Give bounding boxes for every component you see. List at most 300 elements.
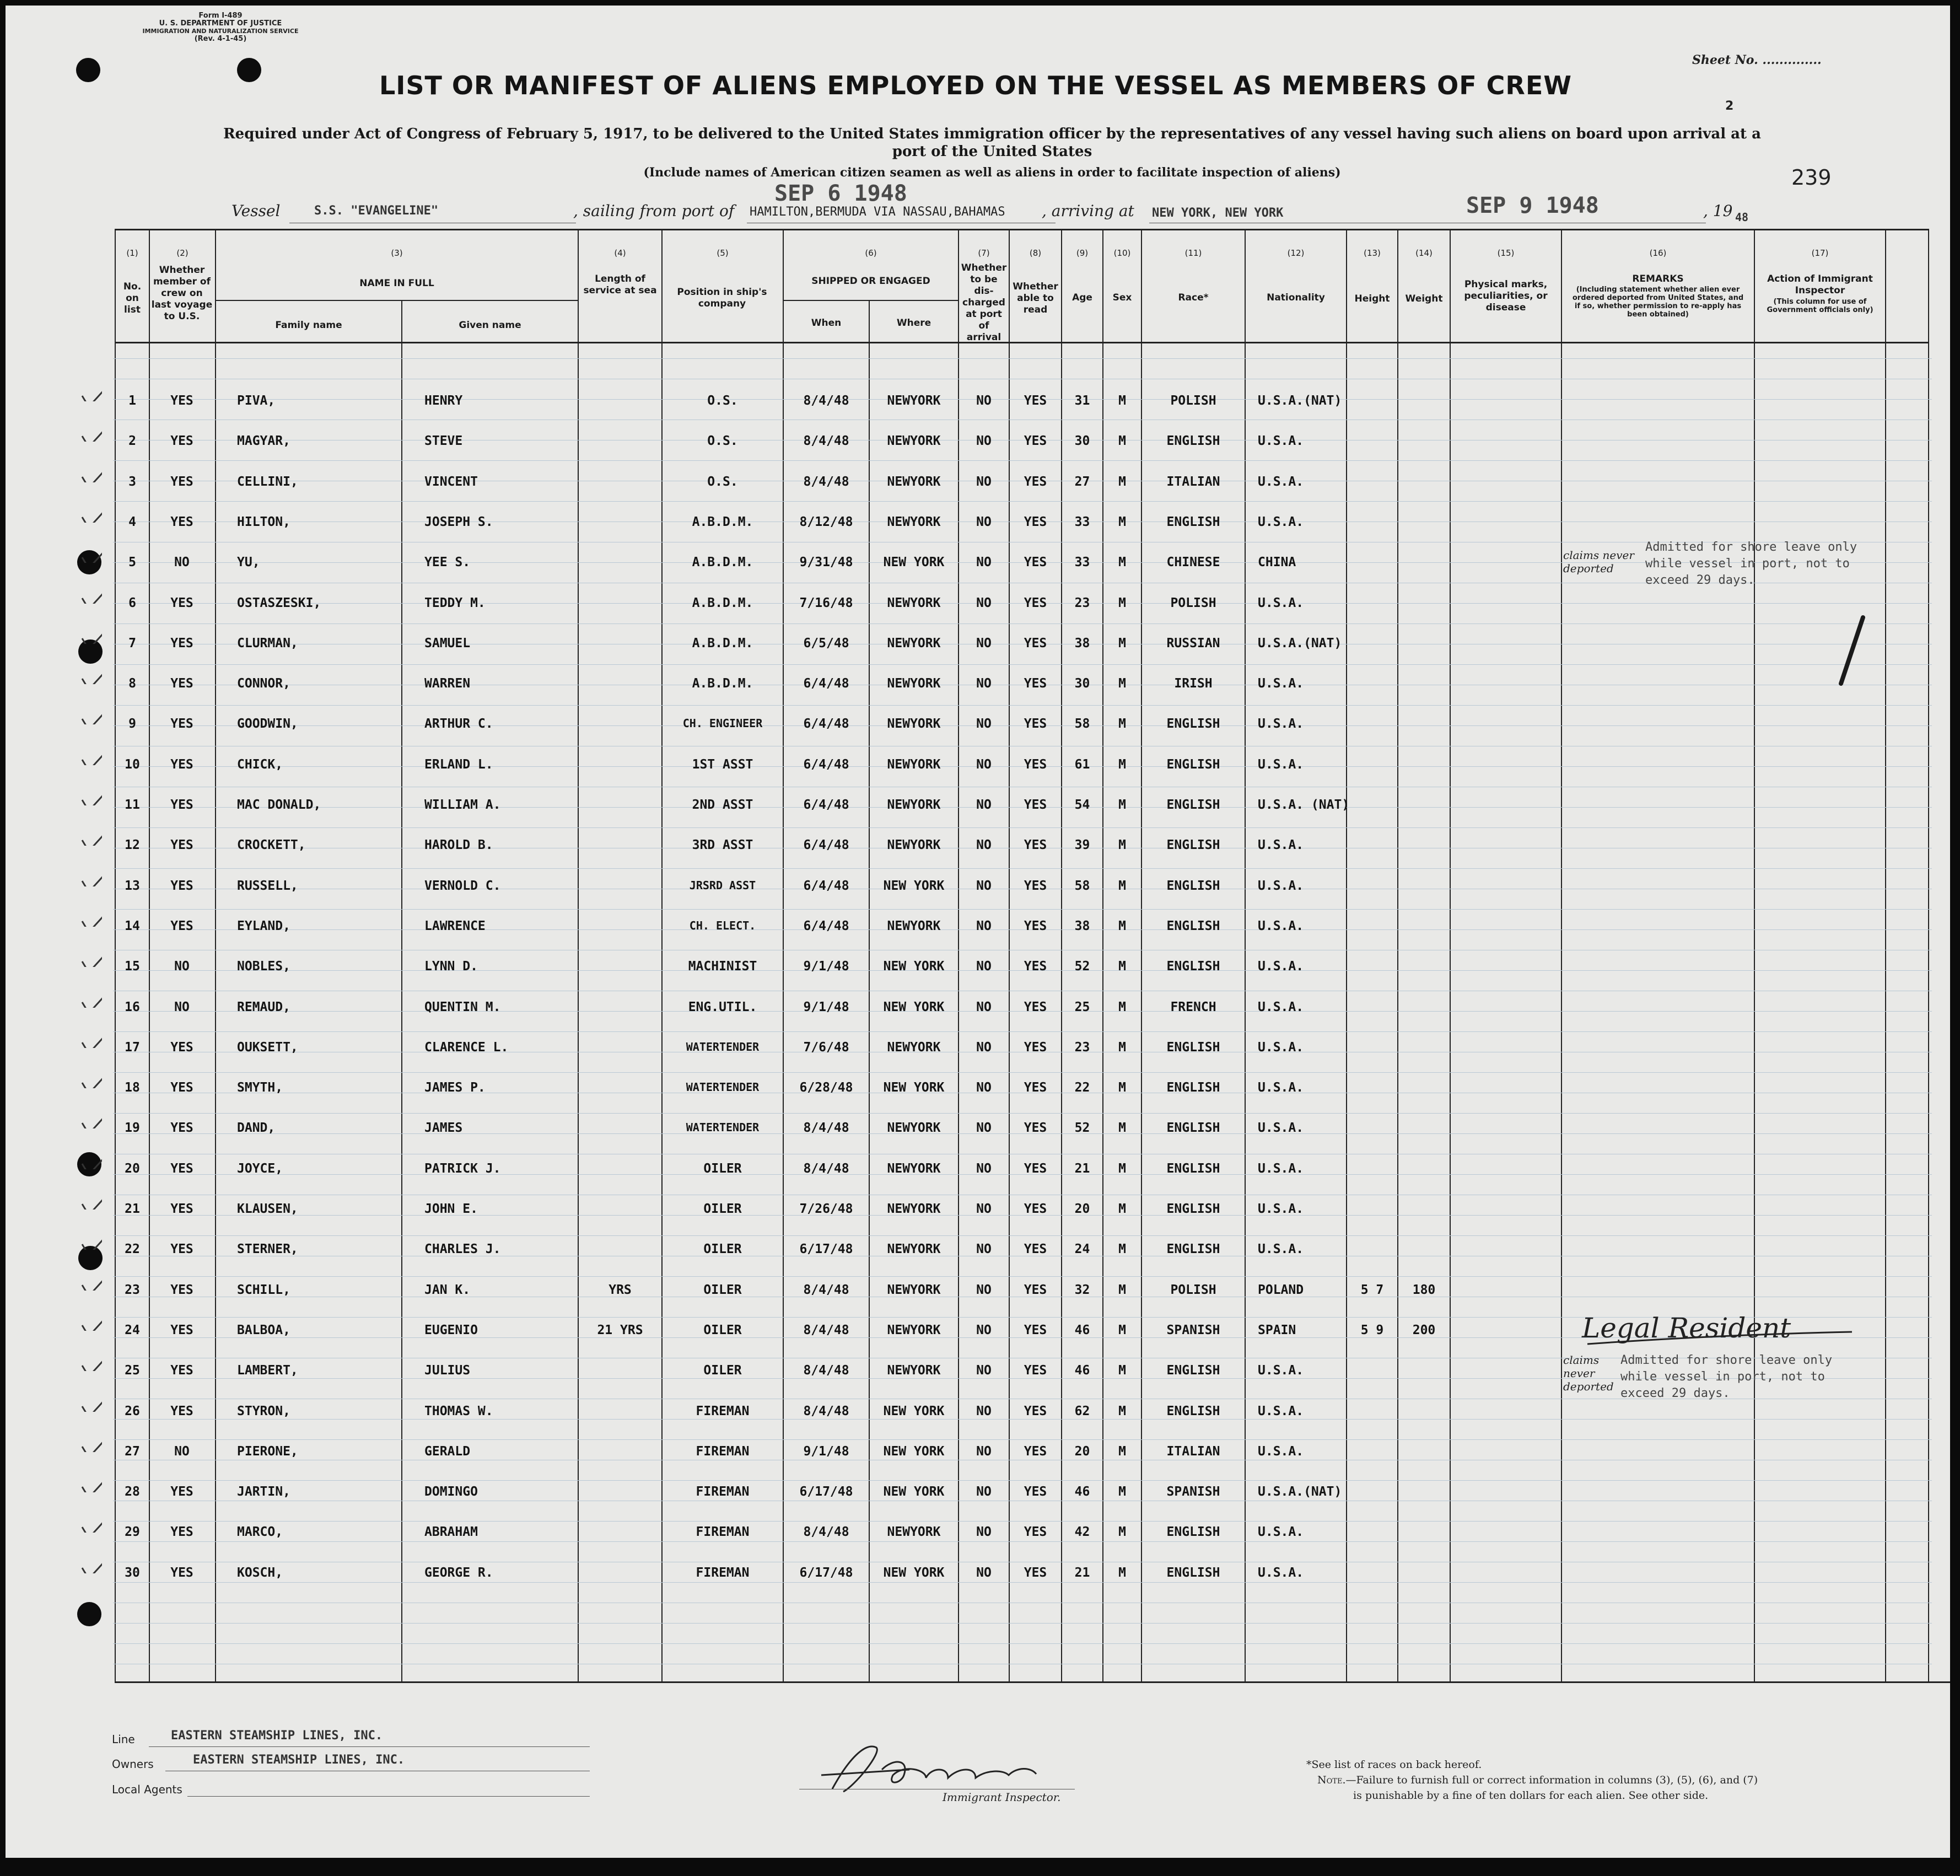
row-age: 23	[1074, 596, 1090, 610]
vessel-name: S.S. "EVANGELINE"	[314, 204, 439, 218]
row-where: NEW YORK	[883, 1081, 945, 1095]
check-mark-icon	[80, 1470, 102, 1492]
row-able-read: YES	[1024, 1202, 1047, 1216]
sheet-number-label: Sheet No. ..............	[1692, 53, 1822, 67]
row-discharged: NO	[976, 394, 992, 408]
row-sex: M	[1118, 394, 1126, 408]
col-num: (11)	[1184, 248, 1202, 258]
header-given-name: Given name	[459, 320, 521, 331]
row-able-read: YES	[1024, 1323, 1047, 1337]
ledger-rule	[113, 358, 1932, 359]
row-when: 6/4/48	[803, 919, 849, 933]
footer-line-label: Line	[112, 1733, 135, 1746]
row-where: NEW YORK	[883, 555, 945, 569]
row-age: 24	[1074, 1242, 1090, 1256]
row-discharged: NO	[976, 1444, 992, 1459]
row-where: NEW YORK	[883, 1444, 945, 1459]
row-age: 22	[1074, 1081, 1090, 1095]
row-number: 7	[128, 636, 136, 651]
ledger-rule	[113, 1521, 1932, 1522]
header-able-read: Whether able to read	[1013, 281, 1058, 315]
check-mark-icon	[80, 1309, 102, 1331]
row-number: 18	[125, 1081, 140, 1095]
check-mark-icon	[80, 824, 102, 846]
header-name-in-full: NAME IN FULL	[359, 278, 434, 289]
form-revision: (Rev. 4-1-45)	[194, 35, 247, 43]
row-nationality: U.S.A.	[1258, 1162, 1304, 1176]
row-discharged: NO	[976, 717, 992, 731]
ledger-rule	[113, 909, 1932, 910]
row-age: 52	[1074, 1121, 1090, 1135]
header-family-name: Family name	[275, 320, 342, 331]
row-number: 29	[125, 1525, 140, 1539]
row-prev-voyage: YES	[170, 1283, 193, 1297]
row-when: 6/17/48	[799, 1485, 853, 1499]
row-able-read: YES	[1024, 1485, 1047, 1499]
row-sex: M	[1118, 1040, 1126, 1055]
row-nationality: U.S.A.(NAT)	[1258, 1485, 1342, 1499]
row-nationality: U.S.A.	[1258, 1242, 1304, 1256]
row-nationality: U.S.A.	[1258, 1040, 1304, 1055]
row-nationality: U.S.A.	[1258, 475, 1304, 489]
row-discharged: NO	[976, 676, 992, 691]
row-number: 22	[125, 1242, 140, 1256]
ledger-rule	[113, 1541, 1932, 1542]
sailing-port: HAMILTON,BERMUDA VIA NASSAU,BAHAMAS	[750, 205, 1005, 219]
row-family-name: JARTIN,	[237, 1485, 290, 1499]
row-age: 52	[1074, 959, 1090, 974]
row-age: 21	[1074, 1162, 1090, 1176]
row-when: 8/4/48	[803, 475, 849, 489]
row-able-read: YES	[1024, 959, 1047, 974]
row-discharged: NO	[976, 838, 992, 852]
row-where: NEWYORK	[887, 475, 941, 489]
row-prev-voyage: YES	[170, 1363, 193, 1378]
row-given-name: HAROLD B.	[424, 838, 493, 852]
row-given-name: QUENTIN M.	[424, 1000, 501, 1014]
row-position: CH. ELECT.	[689, 919, 756, 932]
row-family-name: EYLAND,	[237, 919, 290, 933]
row-family-name: CROCKETT,	[237, 838, 306, 852]
row-where: NEWYORK	[887, 717, 941, 731]
row-able-read: YES	[1024, 596, 1047, 610]
row-sex: M	[1118, 636, 1126, 651]
row-position: FIREMAN	[696, 1566, 750, 1580]
row-prev-voyage: YES	[170, 879, 193, 893]
row-discharged: NO	[976, 1525, 992, 1539]
sailing-date-stamp: SEP 6 1948	[774, 181, 907, 206]
check-mark-icon	[80, 1187, 102, 1210]
legal-resident-note: Legal Resident	[1582, 1312, 1791, 1344]
row-family-name: YU,	[237, 555, 260, 569]
row-able-read: YES	[1024, 1242, 1047, 1256]
row-given-name: ARTHUR C.	[424, 717, 493, 731]
row-nationality: U.S.A.	[1258, 1525, 1304, 1539]
row-where: NEWYORK	[887, 1323, 941, 1337]
row-prev-voyage: YES	[170, 1162, 193, 1176]
row-able-read: YES	[1024, 475, 1047, 489]
row-given-name: CLARENCE L.	[424, 1040, 509, 1055]
row-when: 6/28/48	[799, 1081, 853, 1095]
check-mark-icon	[80, 986, 102, 1008]
row-race: ENGLISH	[1166, 434, 1220, 448]
row-where: NEW YORK	[883, 1566, 945, 1580]
row-race: IRISH	[1174, 676, 1213, 691]
check-mark-icon	[80, 905, 102, 927]
row-able-read: YES	[1024, 879, 1047, 893]
ledger-rule	[113, 1235, 1932, 1236]
row-prev-voyage: YES	[170, 757, 193, 772]
row-age: 27	[1074, 475, 1090, 489]
row-able-read: YES	[1024, 434, 1047, 448]
row-race: FRENCH	[1170, 1000, 1216, 1014]
row-discharged: NO	[976, 1566, 992, 1580]
row-given-name: THOMAS W.	[424, 1404, 493, 1418]
inspector-slash-mark	[1835, 615, 1869, 686]
row-age: 20	[1074, 1202, 1090, 1216]
row-age: 54	[1074, 798, 1090, 812]
penalty-note-line1	[1317, 1774, 1758, 1786]
row-race: CHINESE	[1166, 555, 1220, 569]
row-prev-voyage: YES	[170, 596, 193, 610]
row-nationality: U.S.A.	[1258, 717, 1304, 731]
row-age: 58	[1074, 717, 1090, 731]
row-when: 7/16/48	[799, 596, 853, 610]
row-given-name: LAWRENCE	[424, 919, 486, 933]
row-given-name: WILLIAM A.	[424, 798, 501, 812]
row-prev-voyage: YES	[170, 1566, 193, 1580]
header-discharged: Whether to be dis-charged at port of arrival	[961, 262, 1007, 343]
header-height: Height	[1354, 293, 1390, 304]
row-when: 8/4/48	[803, 434, 849, 448]
row-family-name: STERNER,	[237, 1242, 298, 1256]
row-where: NEWYORK	[887, 515, 941, 529]
row-age: 42	[1074, 1525, 1090, 1539]
row-position: 1ST ASST	[692, 757, 753, 772]
ledger-rule	[113, 1439, 1932, 1440]
row-prev-voyage: YES	[170, 1525, 193, 1539]
row-nationality: U.S.A.	[1258, 757, 1304, 772]
row-given-name: CHARLES J.	[424, 1242, 501, 1256]
row-able-read: YES	[1024, 1283, 1047, 1297]
row-where: NEWYORK	[887, 838, 941, 852]
col-num: (2)	[176, 248, 189, 258]
row-where: NEWYORK	[887, 919, 941, 933]
row-family-name: PIVA,	[237, 394, 276, 408]
row-discharged: NO	[976, 1000, 992, 1014]
row-race: ENGLISH	[1166, 1363, 1220, 1378]
row-given-name: JAN K.	[424, 1283, 471, 1297]
row-position: OILER	[703, 1242, 742, 1256]
row-where: NEWYORK	[887, 596, 941, 610]
row-race: ENGLISH	[1166, 1202, 1220, 1216]
vessel-label: Vessel	[231, 202, 281, 220]
form-subtitle-line1: Required under Act of Congress of February 5, 1917, to be delivered to the United States immigration officer by the representatives of any vessel having such aliens on board upon arrival at a	[223, 126, 1761, 142]
row-number: 10	[125, 757, 140, 772]
form-number: Form I-489	[198, 12, 243, 20]
row-prev-voyage: YES	[170, 475, 193, 489]
row-sex: M	[1118, 838, 1126, 852]
row-family-name: PIERONE,	[237, 1444, 298, 1459]
row-age: 31	[1074, 394, 1090, 408]
row-number: 27	[125, 1444, 140, 1459]
row-when: 8/4/48	[803, 394, 849, 408]
check-mark-icon	[80, 420, 102, 442]
row-when: 8/4/48	[803, 1162, 849, 1176]
note-label: Note.	[1317, 1774, 1346, 1786]
row-family-name: OUKSETT,	[237, 1040, 298, 1055]
row-able-read: YES	[1024, 515, 1047, 529]
row-age: 46	[1074, 1323, 1090, 1337]
row-number: 15	[125, 959, 140, 974]
row-discharged: NO	[976, 1283, 992, 1297]
row-discharged: NO	[976, 596, 992, 610]
row-family-name: KLAUSEN,	[237, 1202, 298, 1216]
row-discharged: NO	[976, 1363, 992, 1378]
row-number: 25	[125, 1363, 140, 1378]
row-family-name: NOBLES,	[237, 959, 290, 974]
row-where: NEWYORK	[887, 1040, 941, 1055]
row-race: ITALIAN	[1166, 1444, 1220, 1459]
row-sex: M	[1118, 879, 1126, 893]
row-where: NEWYORK	[887, 1242, 941, 1256]
row-able-read: YES	[1024, 1566, 1047, 1580]
col-num: (10)	[1113, 248, 1131, 258]
row-discharged: NO	[976, 1404, 992, 1418]
ledger-rule	[113, 705, 1932, 706]
row-where: NEWYORK	[887, 394, 941, 408]
row-when: 8/4/48	[803, 1323, 849, 1337]
service-name: IMMIGRATION AND NATURALIZATION SERVICE	[142, 28, 299, 35]
row-age: 58	[1074, 879, 1090, 893]
col-num: (9)	[1076, 248, 1089, 258]
row-nationality: U.S.A.	[1258, 1566, 1304, 1580]
row-where: NEW YORK	[883, 1404, 945, 1418]
row-number: 13	[125, 879, 140, 893]
ledger-rule	[113, 1419, 1932, 1420]
row-where: NEWYORK	[887, 676, 941, 691]
row-position: 2ND ASST	[692, 798, 753, 812]
row-race: ENGLISH	[1166, 959, 1220, 974]
check-mark-icon	[80, 1066, 102, 1088]
ledger-rule	[113, 623, 1932, 624]
header-where: Where	[896, 318, 931, 329]
row-prev-voyage: NO	[174, 555, 190, 569]
row-race: ENGLISH	[1166, 717, 1220, 731]
row-where: NEWYORK	[887, 757, 941, 772]
row-given-name: WARREN	[424, 676, 471, 691]
col-num: (14)	[1415, 248, 1433, 258]
row-position: MACHINIST	[688, 959, 757, 974]
row-given-name: HENRY	[424, 394, 463, 408]
row-given-name: EUGENIO	[424, 1323, 478, 1337]
row-age: 39	[1074, 838, 1090, 852]
row-nationality: U.S.A.	[1258, 596, 1304, 610]
department-name: U. S. DEPARTMENT OF JUSTICE	[159, 19, 282, 28]
row-prev-voyage: YES	[170, 919, 193, 933]
row-race: POLISH	[1170, 1283, 1216, 1297]
row-family-name: MAC DONALD,	[237, 798, 321, 812]
col-num: (12)	[1287, 248, 1305, 258]
check-mark-icon	[80, 702, 102, 724]
row-sex: M	[1118, 676, 1126, 691]
row-sex: M	[1118, 475, 1126, 489]
row-weight: 200	[1412, 1323, 1436, 1337]
row-position: OILER	[703, 1363, 742, 1378]
row-number: 17	[125, 1040, 140, 1055]
row-discharged: NO	[976, 434, 992, 448]
header-weight: Weight	[1405, 293, 1443, 304]
row-when: 8/4/48	[803, 1363, 849, 1378]
form-id-block	[138, 12, 303, 43]
check-mark-icon	[80, 1349, 102, 1371]
row-age: 30	[1074, 434, 1090, 448]
row-when: 8/4/48	[803, 1283, 849, 1297]
row-position: OILER	[703, 1283, 742, 1297]
arrival-date-stamp: SEP 9 1948	[1466, 193, 1599, 218]
row-when: 6/5/48	[803, 636, 849, 651]
row-age: 30	[1074, 676, 1090, 691]
row-given-name: PATRICK J.	[424, 1162, 501, 1176]
row-nationality: U.S.A.	[1258, 919, 1304, 933]
row-when: 9/1/48	[803, 1444, 849, 1459]
row-position: A.B.D.M.	[692, 636, 753, 651]
check-mark-icon	[80, 945, 102, 967]
row-nationality: U.S.A. (NAT)	[1258, 798, 1350, 812]
row-discharged: NO	[976, 1323, 992, 1337]
row-race: ENGLISH	[1166, 1081, 1220, 1095]
ledger-rule	[113, 664, 1932, 665]
row-when: 7/26/48	[799, 1202, 853, 1216]
inspector-label: Immigrant Inspector.	[943, 1791, 1061, 1804]
remark-yu-line3: exceed 29 days.	[1645, 573, 1755, 587]
check-mark-icon	[80, 1430, 102, 1452]
row-sex: M	[1118, 1485, 1126, 1499]
row-number: 12	[125, 838, 140, 852]
row-given-name: VINCENT	[424, 475, 478, 489]
row-prev-voyage: YES	[170, 636, 193, 651]
row-family-name: KOSCH,	[237, 1566, 283, 1580]
row-family-name: HILTON,	[237, 515, 290, 529]
row-race: SPANISH	[1166, 1323, 1220, 1337]
check-mark-icon	[80, 541, 102, 563]
row-sex: M	[1118, 515, 1126, 529]
page-number: 239	[1791, 165, 1832, 190]
row-where: NEWYORK	[887, 636, 941, 651]
check-mark-icon	[80, 743, 102, 765]
ledger-rule	[113, 501, 1932, 502]
row-prev-voyage: NO	[174, 959, 190, 974]
row-nationality: U.S.A.	[1258, 1444, 1304, 1459]
row-age: 32	[1074, 1283, 1090, 1297]
row-sex: M	[1118, 1283, 1126, 1297]
row-able-read: YES	[1024, 717, 1047, 731]
row-nationality: U.S.A.	[1258, 838, 1304, 852]
row-race: ENGLISH	[1166, 1242, 1220, 1256]
row-family-name: BALBOA,	[237, 1323, 290, 1337]
remark-balboa-line1: Admitted for shore leave only	[1620, 1353, 1833, 1367]
ledger-rule	[113, 460, 1932, 461]
header-no-on-list: No. on list	[123, 281, 142, 315]
row-able-read: YES	[1024, 1000, 1047, 1014]
punch-hole	[77, 1602, 101, 1626]
row-height: 5 9	[1360, 1323, 1384, 1337]
row-family-name: MARCO,	[237, 1525, 283, 1539]
row-discharged: NO	[976, 1040, 992, 1055]
row-position: WATERTENDER	[686, 1121, 760, 1134]
row-where: NEW YORK	[883, 1485, 945, 1499]
row-age: 62	[1074, 1404, 1090, 1418]
row-race: ENGLISH	[1166, 838, 1220, 852]
row-family-name: CLURMAN,	[237, 636, 298, 651]
row-prev-voyage: YES	[170, 838, 193, 852]
remark-yu-line1: Admitted for shore leave only	[1645, 540, 1857, 554]
row-discharged: NO	[976, 959, 992, 974]
row-prev-voyage: NO	[174, 1444, 190, 1459]
row-discharged: NO	[976, 475, 992, 489]
row-when: 6/4/48	[803, 676, 849, 691]
col-num: (15)	[1497, 248, 1515, 258]
check-mark-icon	[80, 1228, 102, 1250]
row-prev-voyage: YES	[170, 676, 193, 691]
row-prev-voyage: YES	[170, 798, 193, 812]
ledger-rule	[113, 1072, 1932, 1073]
row-nationality: U.S.A.	[1258, 676, 1304, 691]
row-sex: M	[1118, 798, 1126, 812]
row-prev-voyage: YES	[170, 515, 193, 529]
ledger-rule	[113, 827, 1932, 828]
row-family-name: OSTASZESKI,	[237, 596, 321, 610]
ledger-rule	[113, 1031, 1932, 1032]
header-race: Race*	[1178, 292, 1209, 303]
row-when: 6/4/48	[803, 717, 849, 731]
row-position: WATERTENDER	[686, 1081, 760, 1094]
row-discharged: NO	[976, 1121, 992, 1135]
check-mark-icon	[80, 582, 102, 604]
check-mark-icon	[80, 501, 102, 523]
row-where: NEWYORK	[887, 1202, 941, 1216]
row-family-name: MAGYAR,	[237, 434, 290, 448]
row-given-name: JOHN E.	[424, 1202, 478, 1216]
row-given-name: DOMINGO	[424, 1485, 478, 1499]
row-number: 2	[128, 434, 136, 448]
row-number: 8	[128, 676, 136, 691]
row-discharged: NO	[976, 1242, 992, 1256]
row-given-name: GEORGE R.	[424, 1566, 493, 1580]
row-position: OILER	[703, 1323, 742, 1337]
header-position: Position in ship's company	[677, 287, 767, 309]
row-where: NEWYORK	[887, 1525, 941, 1539]
row-where: NEW YORK	[883, 879, 945, 893]
row-able-read: YES	[1024, 838, 1047, 852]
row-race: ENGLISH	[1166, 1121, 1220, 1135]
penalty-note-line2: is punishable by a fine of ten dollars for each alien. See other side.	[1353, 1789, 1709, 1802]
punch-hole	[76, 58, 100, 82]
ledger-rule	[113, 1643, 1932, 1644]
row-discharged: NO	[976, 1485, 992, 1499]
check-mark-icon	[80, 1106, 102, 1128]
row-able-read: YES	[1024, 394, 1047, 408]
row-when: 6/17/48	[799, 1566, 853, 1580]
row-race: POLISH	[1170, 596, 1216, 610]
footer-owners-value: EASTERN STEAMSHIP LINES, INC.	[193, 1753, 405, 1767]
row-discharged: NO	[976, 798, 992, 812]
ledger-rule	[113, 1623, 1932, 1624]
row-sex: M	[1118, 555, 1126, 569]
row-when: 8/4/48	[803, 1121, 849, 1135]
header-shipped: SHIPPED OR ENGAGED	[811, 276, 930, 287]
col-num: (7)	[978, 248, 990, 258]
